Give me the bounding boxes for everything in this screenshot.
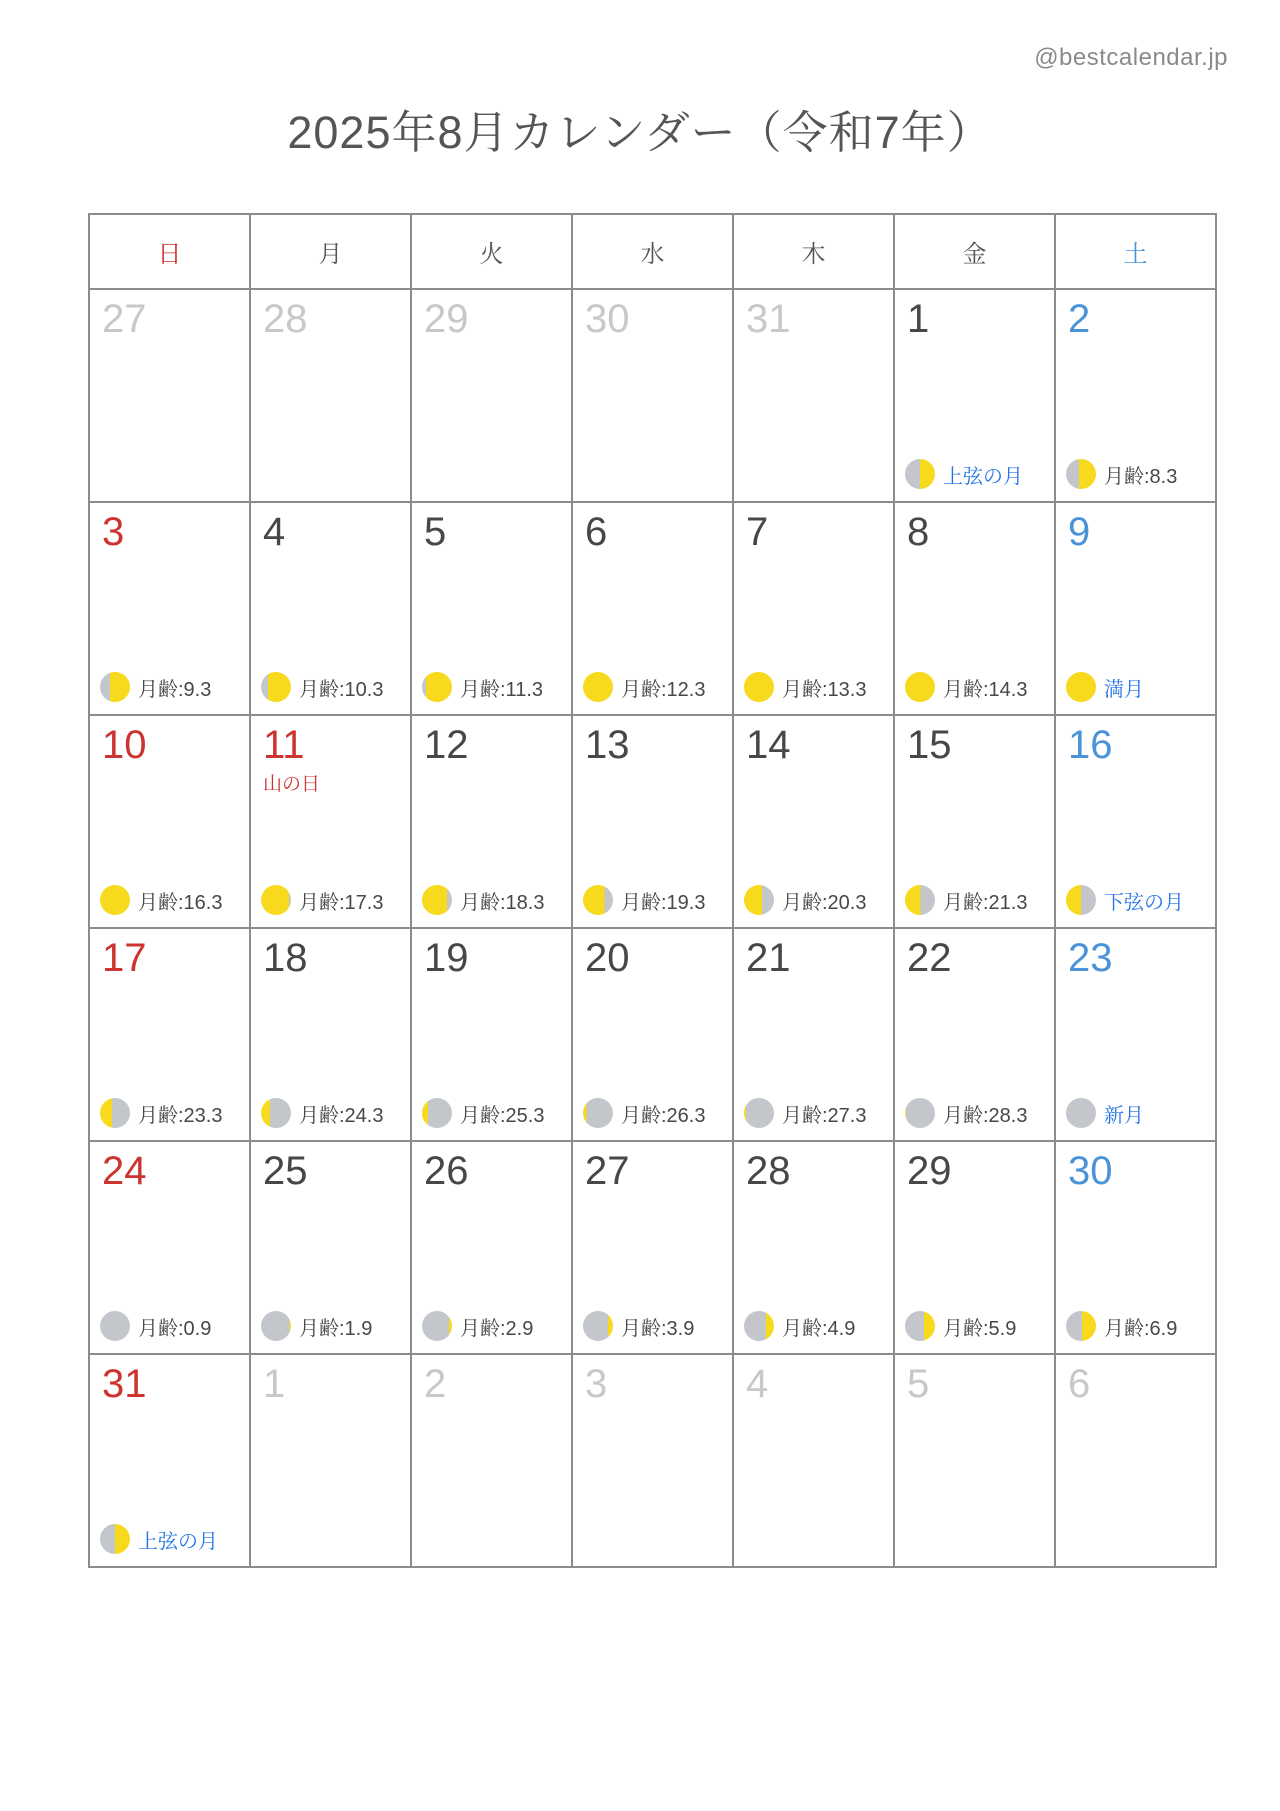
moon-info (583, 1098, 705, 1128)
weekday-header-6: 金 (894, 214, 1055, 289)
moon-info (744, 672, 866, 702)
moon-info (100, 1311, 211, 1341)
moon-label: 月齢:25.3 (460, 1104, 545, 1127)
moon-label: 月齢:16.3 (138, 891, 223, 914)
day-cell-w1-1 (894, 289, 1055, 502)
day-cell-w4-21 (733, 928, 894, 1141)
date-number: 6 (1068, 1362, 1091, 1406)
day-cell-w3-13 (572, 715, 733, 928)
moon-phase-icon (583, 1098, 613, 1128)
day-cell-w2-5 (411, 502, 572, 715)
moon-info (905, 459, 1023, 489)
moon-info (905, 1311, 1016, 1341)
date-number: 17 (102, 936, 147, 980)
date-number: 6 (585, 510, 608, 554)
moon-label: 月齢:11.3 (460, 678, 543, 701)
moon-label: 月齢:24.3 (299, 1104, 384, 1127)
calendar-grid (88, 213, 1217, 1568)
date-number: 2 (424, 1362, 447, 1406)
date-number: 28 (263, 297, 308, 341)
date-number: 15 (907, 723, 952, 767)
weekday-header-5: 木 (733, 214, 894, 289)
moon-phase-icon (583, 1311, 613, 1341)
weekday-header-1: 日 (89, 214, 250, 289)
date-number: 11 (263, 723, 305, 767)
week-row-4 (89, 928, 1216, 1141)
date-number: 2 (1068, 297, 1091, 341)
day-cell-w5-24 (89, 1141, 250, 1354)
moon-info (905, 1098, 1027, 1128)
moon-phase-icon (905, 1311, 935, 1341)
moon-info (1066, 885, 1184, 915)
moon-label: 満月 (1104, 678, 1144, 701)
day-cell-w5-28 (733, 1141, 894, 1354)
moon-info (261, 1311, 372, 1341)
date-number: 25 (263, 1149, 308, 1193)
moon-phase-icon (905, 1098, 935, 1128)
moon-phase-icon (905, 672, 935, 702)
day-cell-w1-2 (1055, 289, 1216, 502)
day-cell-w3-10 (89, 715, 250, 928)
moon-label: 月齢:18.3 (460, 891, 545, 914)
day-cell-w3-11 (250, 715, 411, 928)
moon-phase-icon (744, 1311, 774, 1341)
moon-phase-icon (1066, 885, 1096, 915)
moon-label: 月齢:23.3 (138, 1104, 223, 1127)
moon-phase-icon (422, 672, 452, 702)
calendar-body (89, 289, 1216, 1567)
moon-label: 月齢:8.3 (1104, 465, 1178, 488)
day-cell-w4-19 (411, 928, 572, 1141)
moon-label: 上弦の月 (138, 1530, 218, 1553)
moon-info (261, 1098, 383, 1128)
week-row-6 (89, 1354, 1216, 1567)
moon-info (100, 1524, 218, 1554)
moon-label: 月齢:12.3 (621, 678, 706, 701)
date-number: 24 (102, 1149, 147, 1193)
date-number: 10 (102, 723, 147, 767)
day-cell-w4-18 (250, 928, 411, 1141)
moon-label: 月齢:17.3 (299, 891, 384, 914)
day-cell-w5-25 (250, 1141, 411, 1354)
date-number: 5 (424, 510, 447, 554)
date-number: 26 (424, 1149, 469, 1193)
day-cell-w5-26 (411, 1141, 572, 1354)
date-number: 9 (1068, 510, 1091, 554)
day-cell-w2-7 (733, 502, 894, 715)
moon-label: 月齢:14.3 (943, 678, 1028, 701)
moon-phase-icon (261, 672, 291, 702)
moon-phase-icon (583, 672, 613, 702)
moon-info (261, 672, 383, 702)
moon-info (100, 672, 211, 702)
weekday-header-row (89, 214, 1216, 289)
date-number: 3 (102, 510, 125, 554)
day-cell-w6-3 (572, 1354, 733, 1567)
date-number: 23 (1068, 936, 1113, 980)
day-cell-w3-16 (1055, 715, 1216, 928)
moon-phase-icon (100, 1098, 130, 1128)
site-watermark: @bestcalendar.jp (1034, 44, 1228, 71)
moon-info (422, 885, 544, 915)
date-number: 27 (102, 297, 147, 341)
date-number: 14 (746, 723, 791, 767)
day-cell-w4-17 (89, 928, 250, 1141)
date-number: 27 (585, 1149, 630, 1193)
moon-label: 月齢:27.3 (782, 1104, 867, 1127)
weekday-header-3: 火 (411, 214, 572, 289)
day-cell-w6-5 (894, 1354, 1055, 1567)
day-cell-w1-29 (411, 289, 572, 502)
week-row-3 (89, 715, 1216, 928)
moon-label: 月齢:1.9 (299, 1317, 373, 1340)
date-number: 7 (746, 510, 769, 554)
date-number: 5 (907, 1362, 930, 1406)
date-number: 31 (102, 1362, 147, 1406)
week-row-1 (89, 289, 1216, 502)
day-cell-w6-31 (89, 1354, 250, 1567)
moon-info (583, 672, 705, 702)
weekday-header-2: 月 (250, 214, 411, 289)
moon-phase-icon (1066, 459, 1096, 489)
moon-phase-icon (100, 885, 130, 915)
moon-info (422, 1311, 533, 1341)
day-cell-w5-30 (1055, 1141, 1216, 1354)
day-cell-w6-4 (733, 1354, 894, 1567)
day-cell-w6-1 (250, 1354, 411, 1567)
date-number: 21 (746, 936, 791, 980)
date-number: 19 (424, 936, 469, 980)
date-number: 1 (907, 297, 930, 341)
moon-info (744, 1311, 855, 1341)
moon-phase-icon (261, 1098, 291, 1128)
moon-info (261, 885, 383, 915)
moon-info (1066, 672, 1144, 702)
date-number: 22 (907, 936, 952, 980)
day-cell-w1-30 (572, 289, 733, 502)
date-number: 1 (263, 1362, 286, 1406)
week-row-5 (89, 1141, 1216, 1354)
moon-phase-icon (744, 672, 774, 702)
date-number: 29 (907, 1149, 952, 1193)
moon-label: 月齢:19.3 (621, 891, 706, 914)
moon-info (422, 1098, 544, 1128)
date-number: 30 (585, 297, 630, 341)
moon-info (744, 1098, 866, 1128)
holiday-label: 山の日 (263, 774, 321, 795)
moon-phase-icon (744, 1098, 774, 1128)
moon-info (1066, 1098, 1144, 1128)
date-number: 4 (746, 1362, 769, 1406)
moon-phase-icon (261, 885, 291, 915)
date-number: 20 (585, 936, 630, 980)
day-cell-w2-4 (250, 502, 411, 715)
moon-label: 月齢:28.3 (943, 1104, 1028, 1127)
day-cell-w4-23 (1055, 928, 1216, 1141)
date-number: 18 (263, 936, 308, 980)
weekday-header-4: 水 (572, 214, 733, 289)
moon-phase-icon (905, 459, 935, 489)
day-cell-w6-2 (411, 1354, 572, 1567)
weekday-header-7: 土 (1055, 214, 1216, 289)
moon-phase-icon (744, 885, 774, 915)
moon-info (744, 885, 866, 915)
day-cell-w4-20 (572, 928, 733, 1141)
moon-label: 上弦の月 (943, 465, 1023, 488)
moon-label: 月齢:20.3 (782, 891, 867, 914)
moon-phase-icon (1066, 1311, 1096, 1341)
moon-info (422, 672, 543, 702)
moon-info (1066, 459, 1177, 489)
moon-phase-icon (1066, 672, 1096, 702)
date-number: 13 (585, 723, 630, 767)
moon-label: 月齢:4.9 (782, 1317, 856, 1340)
date-number: 4 (263, 510, 286, 554)
moon-label: 月齢:9.3 (138, 678, 212, 701)
moon-info (905, 885, 1027, 915)
moon-label: 月齢:2.9 (460, 1317, 534, 1340)
moon-label: 月齢:6.9 (1104, 1317, 1178, 1340)
date-number: 30 (1068, 1149, 1113, 1193)
moon-label: 月齢:26.3 (621, 1104, 706, 1127)
page-title: 2025年8月カレンダー（令和7年） (287, 107, 993, 158)
moon-info (1066, 1311, 1177, 1341)
day-cell-w2-6 (572, 502, 733, 715)
moon-label: 月齢:0.9 (138, 1317, 212, 1340)
moon-phase-icon (1066, 1098, 1096, 1128)
day-cell-w3-14 (733, 715, 894, 928)
moon-info (100, 885, 222, 915)
moon-label: 月齢:13.3 (782, 678, 867, 701)
moon-info (905, 672, 1027, 702)
moon-info (583, 1311, 694, 1341)
moon-phase-icon (422, 1098, 452, 1128)
moon-phase-icon (905, 885, 935, 915)
date-number: 3 (585, 1362, 608, 1406)
moon-phase-icon (261, 1311, 291, 1341)
moon-label: 月齢:5.9 (943, 1317, 1017, 1340)
week-row-2 (89, 502, 1216, 715)
moon-label: 月齢:10.3 (299, 678, 384, 701)
moon-phase-icon (422, 885, 452, 915)
day-cell-w4-22 (894, 928, 1055, 1141)
day-cell-w2-8 (894, 502, 1055, 715)
date-number: 12 (424, 723, 469, 767)
moon-phase-icon (100, 1524, 130, 1554)
day-cell-w5-27 (572, 1141, 733, 1354)
day-cell-w3-15 (894, 715, 1055, 928)
moon-label: 新月 (1104, 1104, 1144, 1127)
day-cell-w3-12 (411, 715, 572, 928)
moon-phase-icon (100, 672, 130, 702)
day-cell-w1-28 (250, 289, 411, 502)
day-cell-w2-3 (89, 502, 250, 715)
day-cell-w1-31 (733, 289, 894, 502)
moon-phase-icon (100, 1311, 130, 1341)
moon-label: 月齢:21.3 (943, 891, 1028, 914)
day-cell-w1-27 (89, 289, 250, 502)
moon-phase-icon (583, 885, 613, 915)
day-cell-w5-29 (894, 1141, 1055, 1354)
date-number: 16 (1068, 723, 1113, 767)
day-cell-w2-9 (1055, 502, 1216, 715)
date-number: 28 (746, 1149, 791, 1193)
moon-info (100, 1098, 222, 1128)
date-number: 29 (424, 297, 469, 341)
moon-info (583, 885, 705, 915)
day-cell-w6-6 (1055, 1354, 1216, 1567)
moon-label: 下弦の月 (1104, 891, 1184, 914)
date-number: 8 (907, 510, 930, 554)
date-number: 31 (746, 297, 791, 341)
moon-phase-icon (422, 1311, 452, 1341)
moon-label: 月齢:3.9 (621, 1317, 695, 1340)
